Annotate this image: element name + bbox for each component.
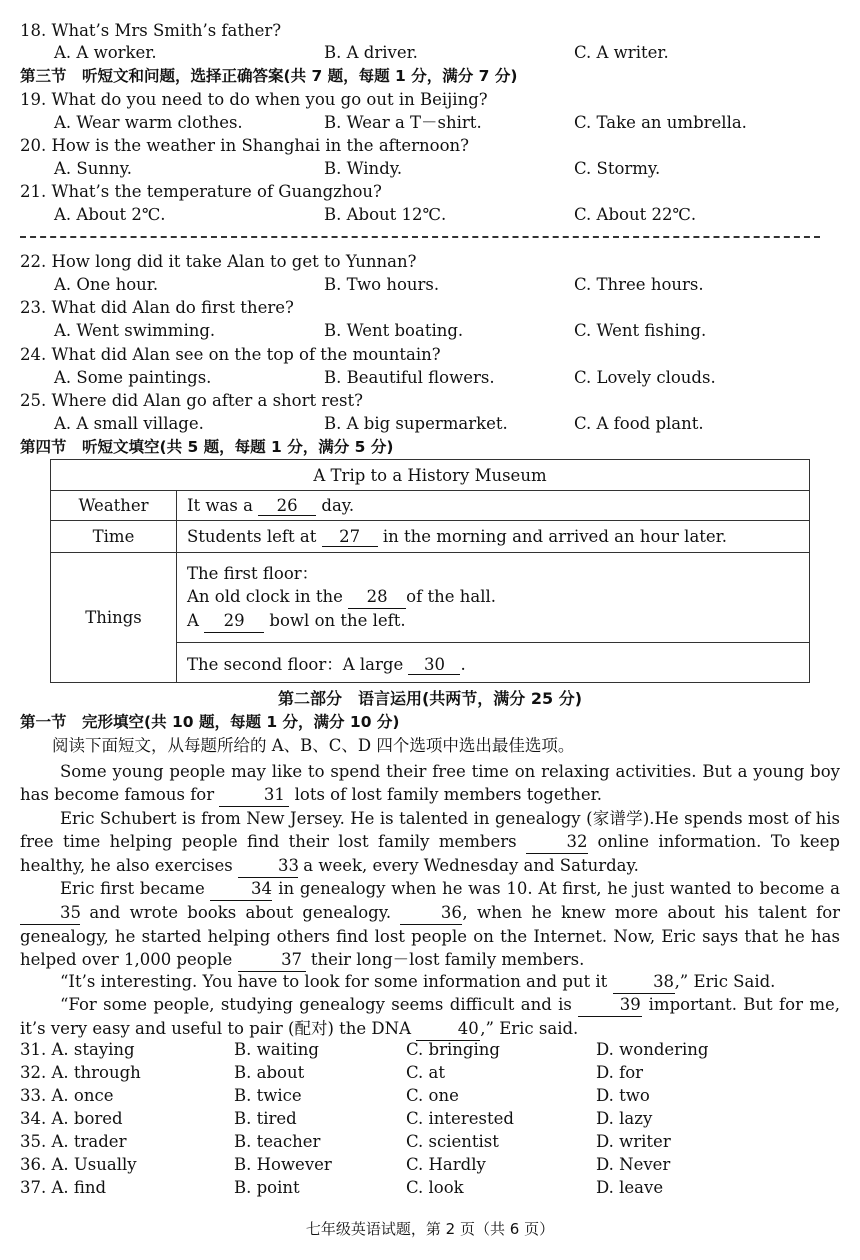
q19-option-b: B. Wear a T－shirt. (324, 113, 482, 132)
blank-28: 28 (348, 585, 406, 609)
option-32-b: B. about (234, 1063, 305, 1082)
blank-29: 29 (204, 609, 264, 633)
cloze-instruction: 阅读下面短文，从每题所给的 A、B、C、D 四个选项中选出最佳选项。 (52, 736, 575, 755)
first-floor-heading: The first floor： (187, 564, 319, 583)
option-37-c: C. look (406, 1178, 464, 1197)
q23-option-a: A. Went swimming. (54, 321, 216, 340)
option-34-c: C. interested (406, 1109, 514, 1128)
blank-35: 35 (20, 901, 80, 925)
time-text-end: in the morning and arrived an hour later. (382, 526, 727, 546)
time-text: Students left at (187, 526, 317, 546)
q25-option-b: B. A big supermarket. (324, 414, 508, 433)
option-31-b: B. waiting (234, 1040, 319, 1059)
option-34-d: D. lazy (596, 1109, 653, 1128)
option-31-d: D. wondering (596, 1040, 709, 1059)
things-label: Things (51, 553, 177, 683)
passage-paragraph-1: Some young people may like to spend their free time on relaxing activities. But a young boy has become famous for 31 lots of lost family members together. (20, 760, 840, 807)
passage-paragraph-3: Eric first became 34 in genealogy when he was 10. At first, he just wanted to become a 35 and wrote books about genealogy. 36, when he knew more about his talent for genealogy, he started helping others find lost people on the Internet. Now, Eric says that he has helped over 1,000 people 37 their long－lost family members. (20, 877, 840, 972)
q20-option-a: A. Sunny. (54, 159, 132, 178)
table-title: A Trip to a History Museum (51, 460, 810, 491)
option-32-d: D. for (596, 1063, 644, 1082)
q24-option-b: B. Beautiful flowers. (324, 368, 495, 387)
passage-paragraph-2: Eric Schubert is from New Jersey. He is talented in genealogy (家谱学).He spends most of his free time helping people find their lost family members 32 online information. To keep healthy, he also exercises 33 a week, every Wednesday and Saturday. (20, 807, 840, 878)
cloze-section-title: 第一节 完形填空(共 10 题，每题 1 分，满分 10 分) (20, 713, 400, 731)
section-3-title: 第三节 听短文和问题，选择正确答案(共 7 题，每题 1 分，满分 7 分) (20, 67, 518, 85)
weather-label: Weather (51, 491, 177, 521)
option-36-b: B. However (234, 1155, 332, 1174)
bowl-line (187, 609, 799, 633)
option-35-d: D. writer (596, 1132, 671, 1151)
q19-option-c: C. Take an umbrella. (574, 113, 747, 132)
question-20: 20. How is the weather in Shanghai in the afternoon? (20, 136, 470, 155)
bowl-text: A (187, 611, 199, 630)
blank-40: 40 (416, 1017, 480, 1041)
option-33-a: 33. A. once (20, 1086, 114, 1105)
q18-option-c: C. A writer. (574, 43, 669, 62)
clock-text: An old clock in the (187, 587, 343, 606)
question-22: 22. How long did it take Alan to get to Yunnan? (20, 252, 417, 271)
option-37-d: D. leave (596, 1178, 664, 1197)
option-32-a: 32. A. through (20, 1063, 141, 1082)
blank-37: 37 (238, 948, 306, 972)
blank-31: 31 (219, 783, 289, 807)
trip-table (50, 459, 810, 683)
option-37-b: B. point (234, 1178, 300, 1197)
question-25: 25. Where did Alan go after a short rest? (20, 391, 363, 410)
blank-27: 27 (322, 527, 378, 547)
option-33-d: D. two (596, 1086, 650, 1105)
q20-option-c: C. Stormy. (574, 159, 661, 178)
option-31-a: 31. A. staying (20, 1040, 135, 1059)
option-35-c: C. scientist (406, 1132, 499, 1151)
blank-30: 30 (408, 655, 460, 675)
passage-paragraph-5: “For some people, studying genealogy seems difficult and is 39 important. But for me, it’s very easy and useful to pair (配对) the DNA 40,” Eric said. (20, 993, 840, 1041)
question-19: 19. What do you need to do when you go out in Beijing? (20, 90, 488, 109)
option-35-b: B. teacher (234, 1132, 321, 1151)
q21-option-b: B. About 12℃. (324, 205, 447, 224)
second-floor-text-end: . (460, 654, 466, 674)
option-35-a: 35. A. trader (20, 1132, 127, 1151)
blank-39: 39 (578, 993, 642, 1017)
blank-26: 26 (258, 496, 316, 516)
weather-text-end: day. (321, 495, 355, 515)
clock-text-end: of the hall. (406, 587, 496, 606)
part-2-title: 第二部分 语言运用(共两节，满分 25 分) (277, 689, 583, 708)
question-23: 23. What did Alan do first there? (20, 298, 294, 317)
option-36-c: C. Hardly (406, 1155, 486, 1174)
first-floor-cell (177, 553, 810, 643)
bowl-text-end: bowl on the left. (269, 611, 406, 630)
q21-option-c: C. About 22℃. (574, 205, 697, 224)
option-32-c: C. at (406, 1063, 445, 1082)
blank-34: 34 (210, 877, 272, 901)
time-cell (177, 521, 810, 553)
passage-paragraph-4: “It’s interesting. You have to look for some information and put it 38,” Eric Said. (20, 970, 840, 994)
q18-option-b: B. A driver. (324, 43, 418, 62)
option-34-b: B. tired (234, 1109, 297, 1128)
blank-38: 38 (613, 970, 675, 994)
time-label: Time (51, 521, 177, 553)
weather-text: It was a (187, 495, 253, 515)
q20-option-b: B. Windy. (324, 159, 403, 178)
blank-36: 36 (400, 901, 462, 925)
second-floor-text: The second floor：A large (187, 654, 404, 674)
q18-option-a: A. A worker. (54, 43, 157, 62)
question-18: 18. What’s Mrs Smith’s father? (20, 21, 282, 40)
q25-option-a: A. A small village. (54, 414, 204, 433)
q22-option-a: A. One hour. (54, 275, 159, 294)
question-21: 21. What’s the temperature of Guangzhou? (20, 182, 382, 201)
q22-option-c: C. Three hours. (574, 275, 704, 294)
q22-option-b: B. Two hours. (324, 275, 440, 294)
page-footer: 七年级英语试题，第 2 页（共 6 页） (305, 1220, 555, 1238)
clock-line (187, 585, 799, 609)
option-37-a: 37. A. find (20, 1178, 107, 1197)
second-floor-cell (177, 643, 810, 683)
section-4-title: 第四节 听短文填空(共 5 题，每题 1 分，满分 5 分) (20, 438, 394, 456)
q23-option-c: C. Went fishing. (574, 321, 707, 340)
q19-option-a: A. Wear warm clothes. (54, 113, 243, 132)
option-33-c: C. one (406, 1086, 459, 1105)
q21-option-a: A. About 2℃. (54, 205, 166, 224)
question-24: 24. What did Alan see on the top of the mountain? (20, 345, 441, 364)
option-36-a: 36. A. Usually (20, 1155, 137, 1174)
q25-option-c: C. A food plant. (574, 414, 704, 433)
blank-33: 33 (238, 854, 298, 878)
weather-cell (177, 491, 810, 521)
q23-option-b: B. Went boating. (324, 321, 464, 340)
option-33-b: B. twice (234, 1086, 302, 1105)
option-36-d: D. Never (596, 1155, 671, 1174)
q24-option-a: A. Some paintings. (54, 368, 212, 387)
q24-option-c: C. Lovely clouds. (574, 368, 716, 387)
option-31-c: C. bringing (406, 1040, 500, 1059)
option-34-a: 34. A. bored (20, 1109, 123, 1128)
dashed-divider (20, 236, 820, 238)
blank-32: 32 (526, 830, 588, 854)
